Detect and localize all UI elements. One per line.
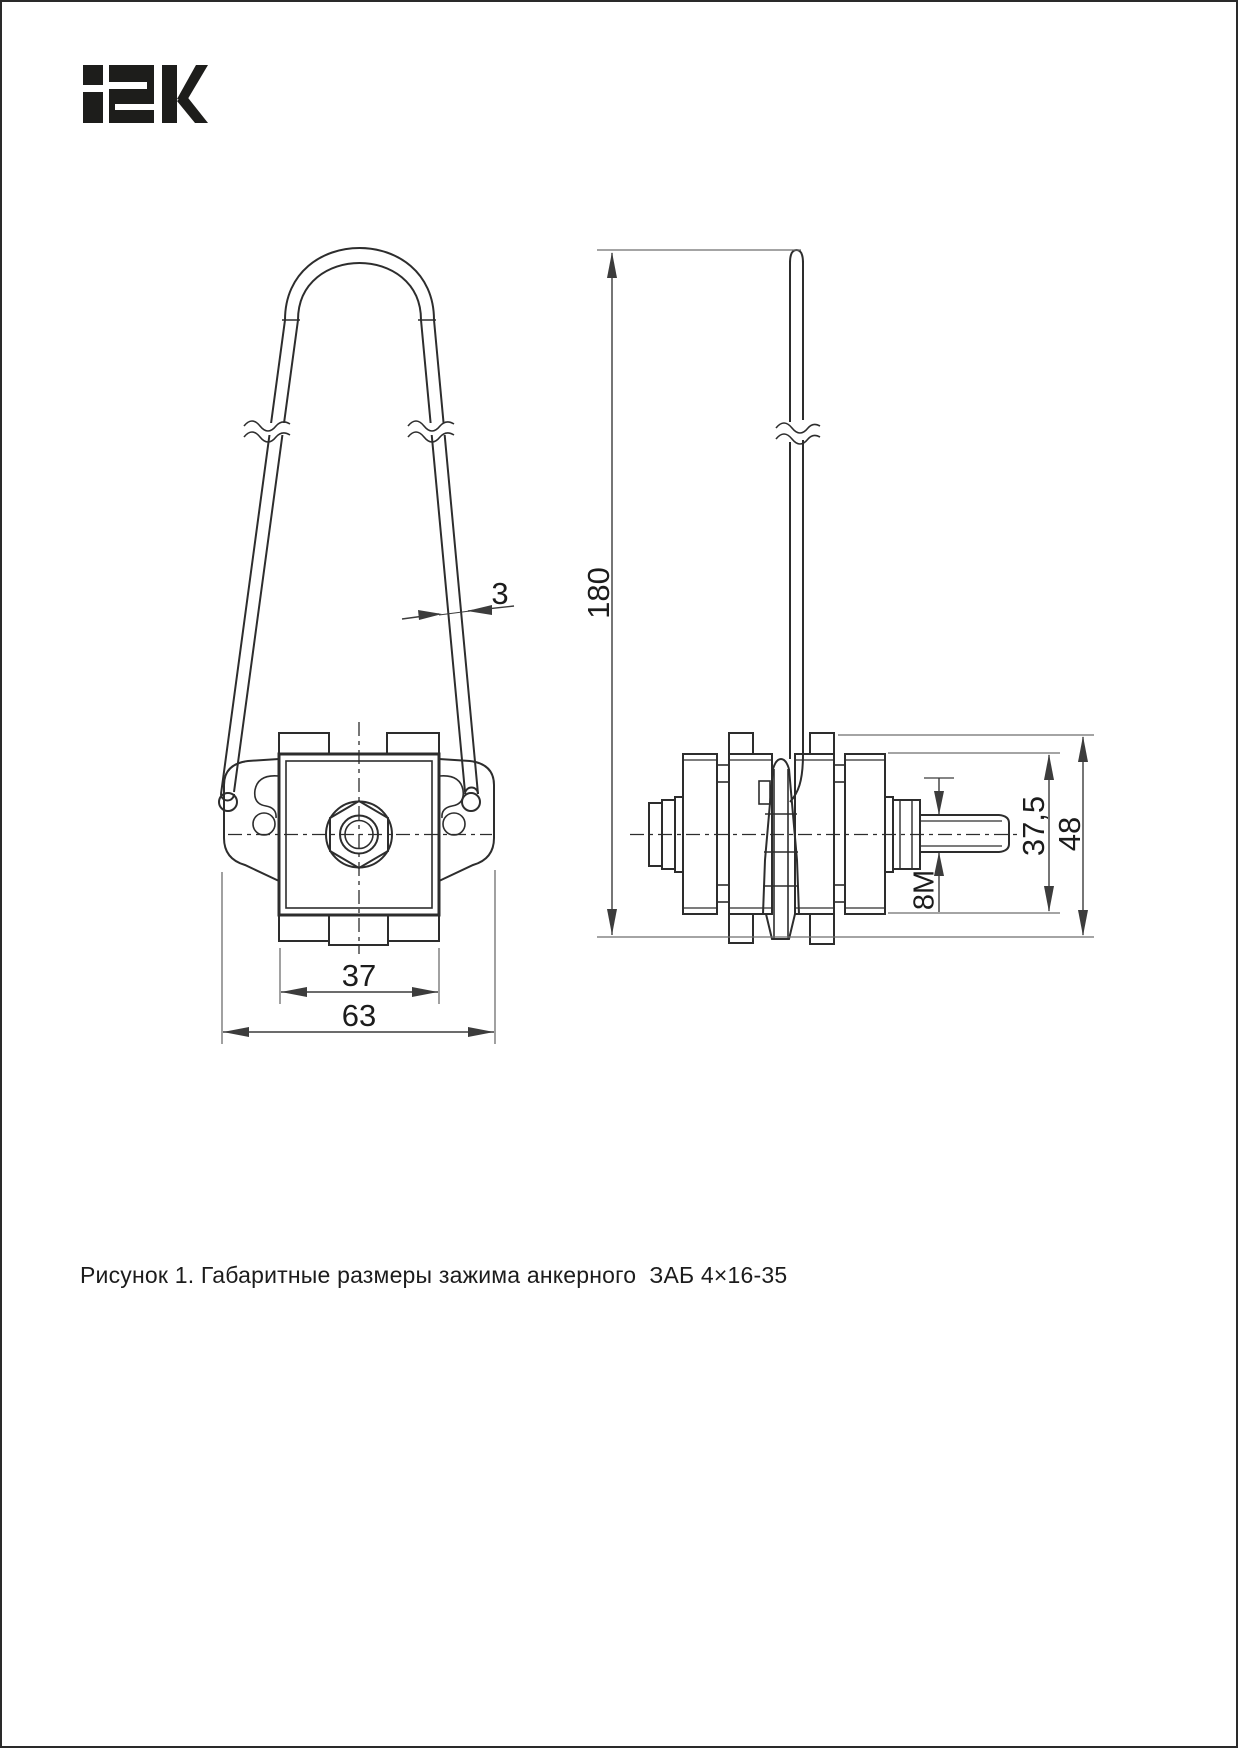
dim-total-height-label: 48 xyxy=(1052,816,1088,852)
figure-caption: Рисунок 1. Габаритные размеры зажима анкерного ЗАБ 4×16-35 xyxy=(80,1262,788,1288)
rod-wire xyxy=(790,250,803,802)
wedge-clamp xyxy=(759,759,799,939)
centerlines-front xyxy=(228,722,492,954)
logo-i-stem xyxy=(83,92,103,123)
dim-body-width-label: 37 xyxy=(341,958,377,993)
dim-overall-height-label: 180 xyxy=(581,567,617,619)
left-bracket xyxy=(224,759,279,881)
logo-i-dot xyxy=(83,65,103,85)
dimension-total-height xyxy=(838,735,1094,936)
logo-e xyxy=(109,65,154,123)
dim-overall-width-label: 63 xyxy=(341,998,377,1033)
dim-body-height-label: 37,5 xyxy=(1016,795,1052,857)
iek-logo xyxy=(83,65,208,123)
dimension-body-width xyxy=(280,948,439,1004)
dimension-thread xyxy=(909,778,954,912)
dim-thread-label: 8M xyxy=(908,869,941,911)
dimensions xyxy=(222,250,1094,1044)
bail-wire xyxy=(219,248,480,811)
break-symbol-rod xyxy=(774,423,820,444)
right-bracket xyxy=(439,759,494,881)
side-view xyxy=(630,250,1018,944)
figure-drawing xyxy=(2,2,1236,1746)
front-view xyxy=(219,248,494,954)
logo-k xyxy=(162,65,208,123)
dim-wire-diameter-label: 3 xyxy=(491,576,509,611)
